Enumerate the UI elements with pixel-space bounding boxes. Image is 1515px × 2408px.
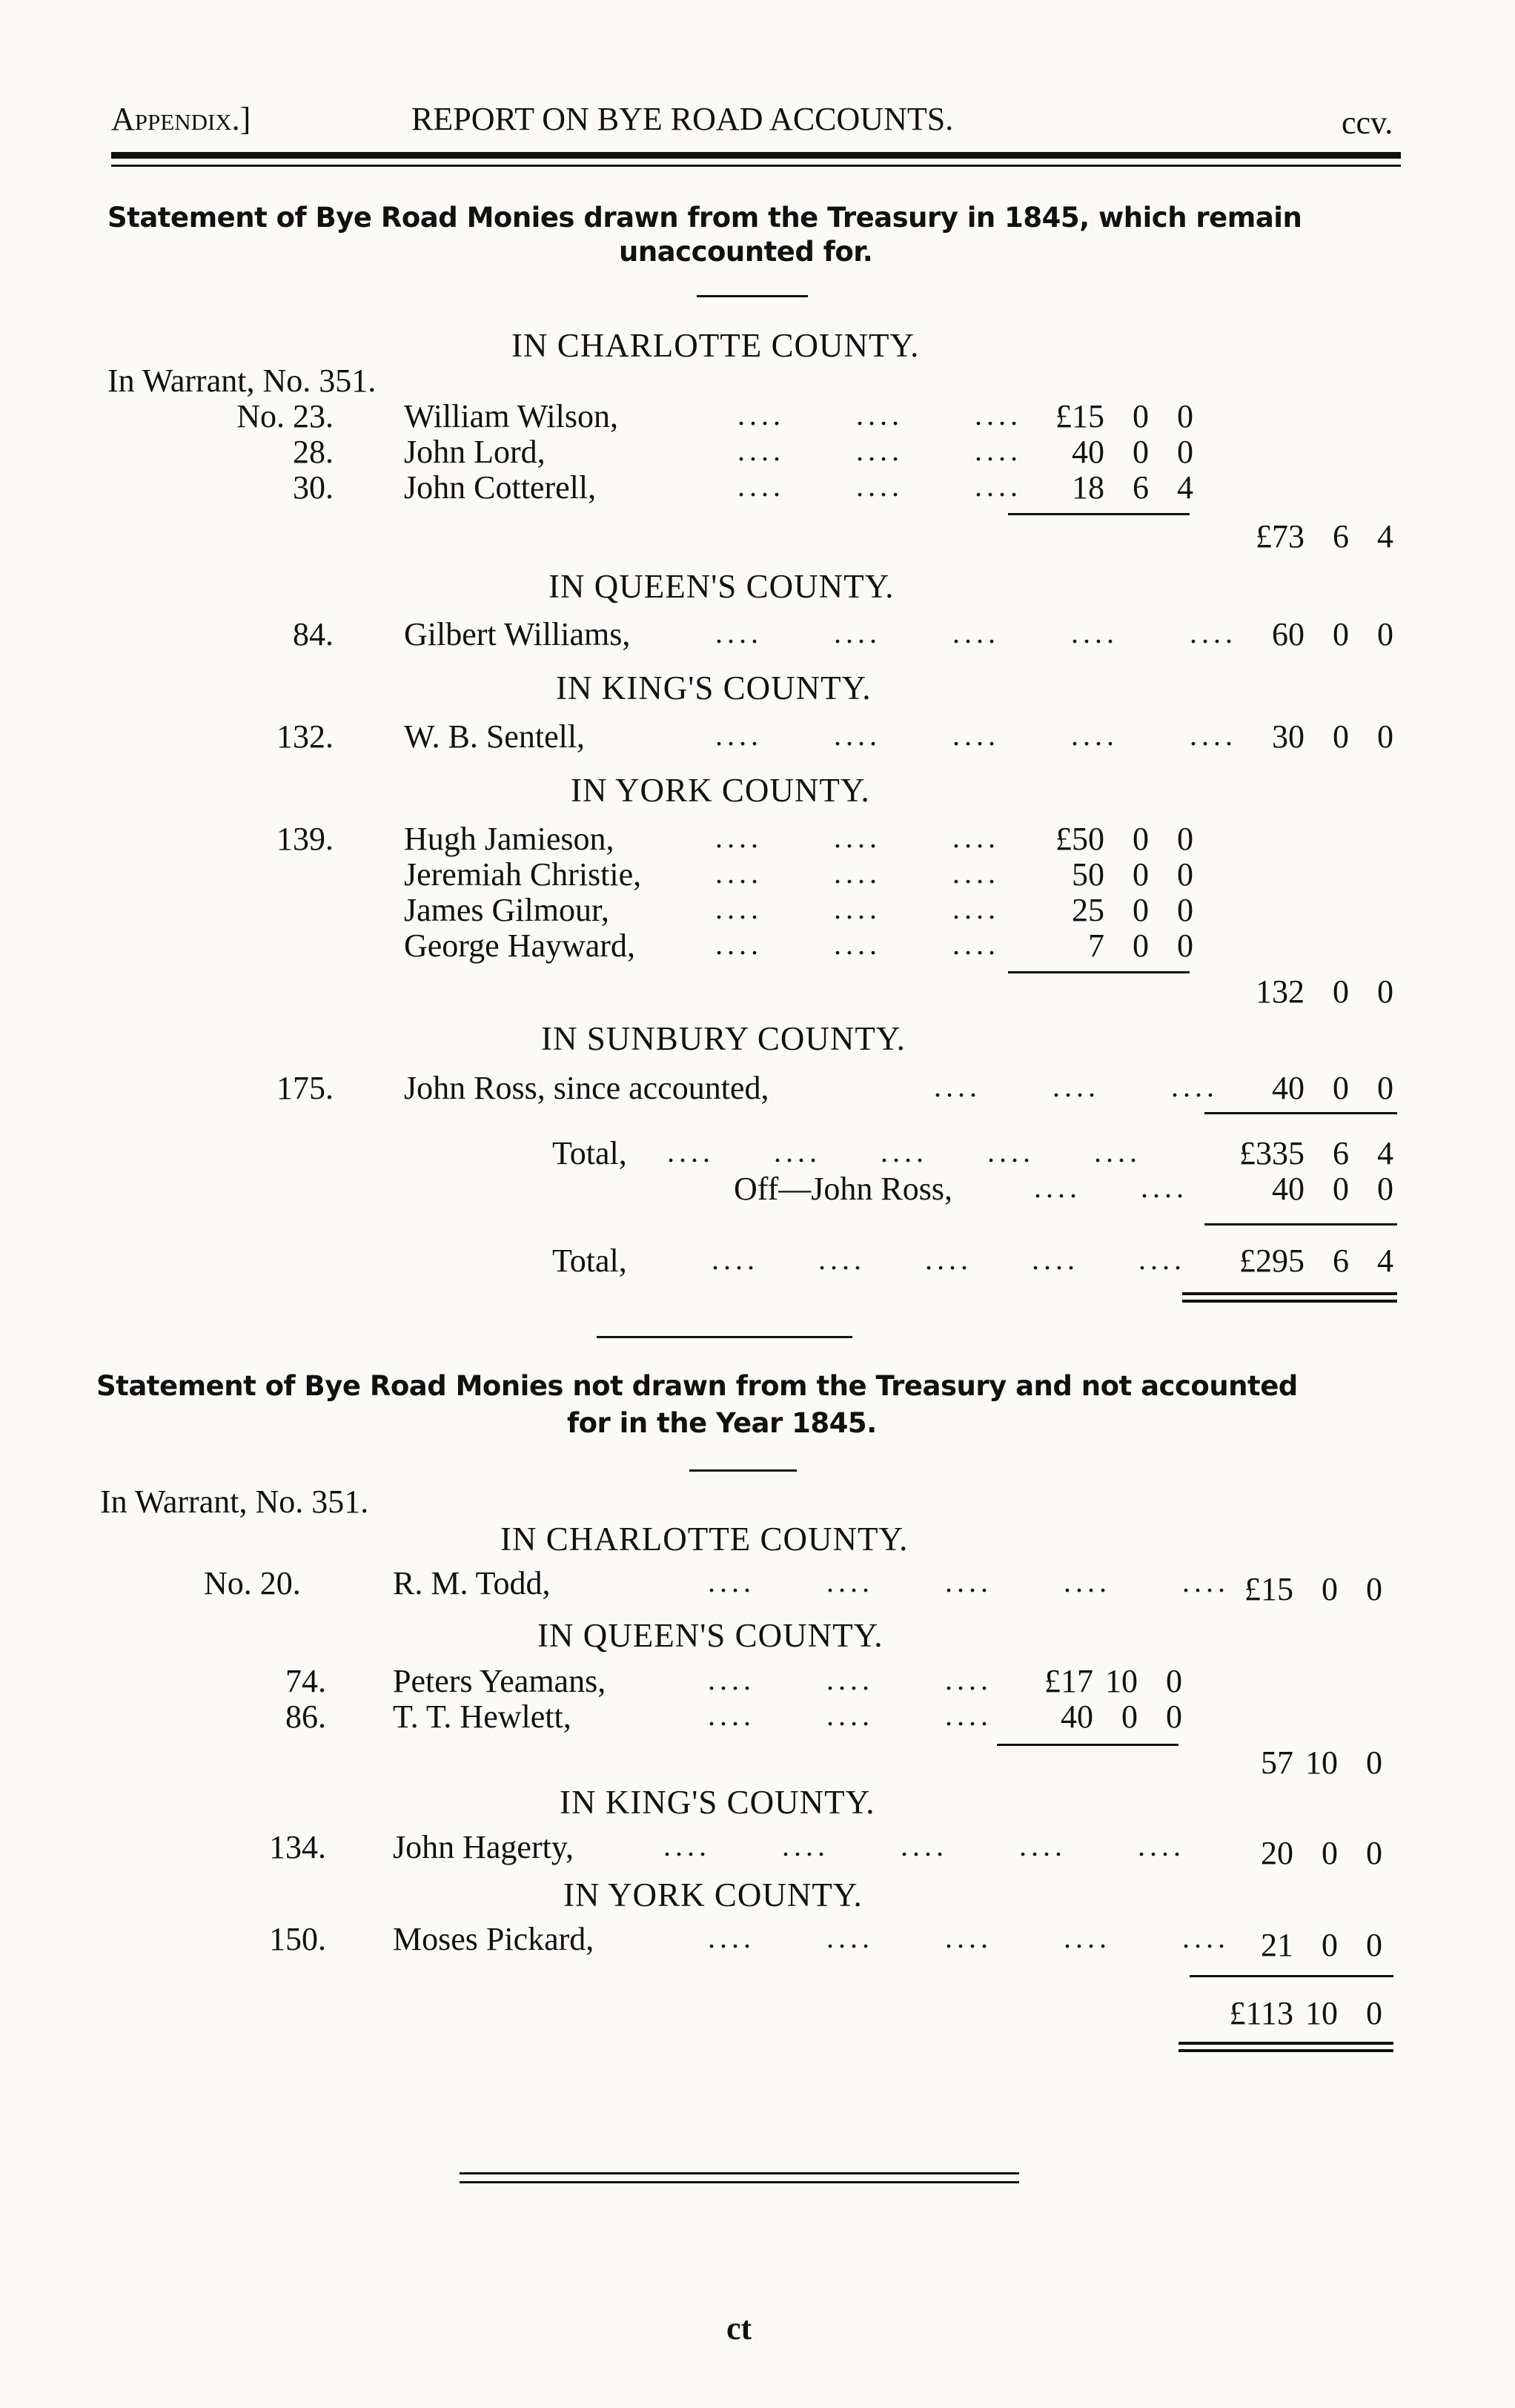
leader-dots: .... .... .... bbox=[708, 1663, 992, 1696]
signature-mark: ct bbox=[726, 2310, 752, 2346]
s1-york-total bbox=[1216, 973, 1393, 1010]
double-rule-bottom bbox=[1178, 2049, 1393, 2052]
s1-york-heading: IN YORK COUNTY. bbox=[571, 772, 870, 809]
s1-kings-heading: IN KING'S COUNTY. bbox=[556, 669, 872, 707]
s2-charlotte-heading: IN CHARLOTTE COUNTY. bbox=[500, 1521, 909, 1558]
pounds: £15 bbox=[1055, 398, 1104, 434]
header-rule-thin bbox=[111, 165, 1401, 167]
pounds: 50 bbox=[1072, 856, 1104, 893]
pounds: 40 bbox=[1072, 434, 1104, 470]
shillings: 0 bbox=[1133, 927, 1149, 964]
pounds: 30 bbox=[1272, 718, 1305, 755]
section2-title-rule bbox=[689, 1469, 797, 1472]
s1-sunbury-heading: IN SUNBURY COUNTY. bbox=[541, 1020, 906, 1057]
pounds: £335 bbox=[1239, 1135, 1305, 1171]
s1-charlotte-heading: IN CHARLOTTE COUNTY. bbox=[511, 327, 920, 364]
s1-queens-name: Gilbert Williams, bbox=[404, 616, 631, 652]
s2-grand-total bbox=[1204, 1994, 1382, 2032]
shillings: 0 bbox=[1133, 434, 1149, 470]
pounds: £15 bbox=[1244, 1571, 1293, 1607]
pence: 0 bbox=[1366, 1927, 1382, 1963]
double-rule-bottom bbox=[1182, 1300, 1397, 1303]
pence: 0 bbox=[1177, 821, 1193, 857]
s2-queens-total bbox=[1204, 1744, 1382, 1782]
leader-dots: .... .... .... .... .... bbox=[667, 1135, 1141, 1168]
pence: 0 bbox=[1177, 856, 1193, 893]
s1-york-no: 139. bbox=[276, 821, 334, 857]
leader-dots: .... .... .... bbox=[715, 892, 1000, 925]
amount-row bbox=[1216, 718, 1393, 755]
s1-ch-name: John Cotterell, bbox=[404, 469, 597, 506]
pounds: £295 bbox=[1239, 1243, 1305, 1279]
s2-charlotte-name: R. M. Todd, bbox=[393, 1565, 551, 1601]
off-label: Off—John Ross, bbox=[734, 1171, 953, 1207]
pence: 0 bbox=[1377, 1171, 1393, 1207]
pence: 0 bbox=[1366, 1744, 1382, 1781]
shillings: 6 bbox=[1133, 469, 1149, 506]
pence: 0 bbox=[1366, 1571, 1382, 1607]
leader-dots: .... .... .... bbox=[715, 856, 1000, 890]
total-label: Total, bbox=[552, 1243, 627, 1279]
total-rule bbox=[1204, 1112, 1397, 1114]
pence: 0 bbox=[1177, 927, 1193, 964]
shillings: 0 bbox=[1121, 1698, 1138, 1735]
amount-row bbox=[1015, 433, 1193, 471]
amount-row bbox=[1015, 469, 1193, 506]
shillings: 0 bbox=[1322, 1571, 1338, 1607]
leader-dots: .... .... .... .... .... bbox=[663, 1829, 1185, 1862]
s1-warrant: In Warrant, No. 351. bbox=[107, 363, 377, 399]
s1-ch-name: William Wilson, bbox=[404, 398, 618, 434]
s2-queens-no: 74. bbox=[285, 1663, 326, 1699]
amount-row bbox=[1015, 820, 1193, 858]
s2-kings-no: 134. bbox=[269, 1829, 326, 1865]
footer-rule-bottom bbox=[460, 2181, 1019, 2183]
shillings: 10 bbox=[1105, 1663, 1138, 1699]
pounds: 21 bbox=[1261, 1927, 1293, 1963]
s2-charlotte-no: No. 20. bbox=[204, 1565, 301, 1601]
leader-dots: .... .... bbox=[1034, 1171, 1188, 1204]
s2-queens-heading: IN QUEEN'S COUNTY. bbox=[537, 1617, 884, 1654]
s1-ch-no: 30. bbox=[293, 469, 334, 506]
leader-dots: .... .... .... bbox=[934, 1070, 1219, 1103]
pence: 0 bbox=[1377, 718, 1393, 755]
shillings: 0 bbox=[1333, 1070, 1349, 1106]
pounds: 57 bbox=[1261, 1744, 1293, 1781]
pounds: 40 bbox=[1061, 1698, 1093, 1735]
section-divider bbox=[597, 1336, 852, 1338]
amount-row bbox=[1015, 397, 1193, 435]
grand-total-amount bbox=[1216, 1242, 1393, 1280]
pounds: 7 bbox=[1088, 927, 1104, 964]
amount-row bbox=[1015, 856, 1193, 893]
pence: 0 bbox=[1177, 434, 1193, 470]
s2-queens-name: T. T. Hewlett, bbox=[393, 1698, 571, 1735]
shillings: 0 bbox=[1322, 1927, 1338, 1963]
s2-queens-name: Peters Yeamans, bbox=[393, 1663, 606, 1699]
leader-dots: .... .... .... .... .... bbox=[715, 718, 1237, 752]
leader-dots: .... .... .... bbox=[737, 469, 1022, 503]
s1-ch-name: John Lord, bbox=[404, 434, 546, 470]
pence: 4 bbox=[1177, 469, 1193, 506]
section1-title-line2: unaccounted for. bbox=[619, 236, 873, 268]
footer-rule-top bbox=[460, 2172, 1019, 2174]
shillings: 6 bbox=[1333, 1243, 1349, 1279]
pence: 0 bbox=[1166, 1698, 1182, 1735]
pence: 0 bbox=[1377, 1070, 1393, 1106]
s1-charlotte-total bbox=[1216, 517, 1393, 555]
total-rule bbox=[1190, 1975, 1393, 1977]
pence: 0 bbox=[1377, 616, 1393, 652]
amount-row bbox=[1216, 615, 1393, 653]
pounds: 60 bbox=[1272, 616, 1305, 652]
pence: 0 bbox=[1177, 398, 1193, 434]
shillings: 0 bbox=[1133, 398, 1149, 434]
shillings: 0 bbox=[1133, 856, 1149, 893]
leader-dots: .... .... .... .... .... bbox=[708, 1565, 1230, 1598]
s1-york-name: George Hayward, bbox=[404, 927, 635, 964]
leader-dots: .... .... .... bbox=[715, 821, 1000, 854]
section1-title-line1: Statement of Bye Road Monies drawn from the Treasury in 1845, which remain bbox=[107, 202, 1302, 234]
pounds: 40 bbox=[1272, 1171, 1305, 1207]
s1-york-name: Jeremiah Christie, bbox=[404, 856, 642, 893]
s1-sunbury-no: 175. bbox=[276, 1070, 334, 1106]
leader-dots: .... .... .... .... .... bbox=[712, 1243, 1186, 1276]
shillings: 6 bbox=[1333, 1135, 1349, 1171]
shillings: 10 bbox=[1305, 1744, 1338, 1781]
amount-row bbox=[1004, 1662, 1182, 1700]
shillings: 6 bbox=[1333, 518, 1349, 555]
shillings: 10 bbox=[1305, 1995, 1338, 2031]
total-rule bbox=[1204, 1223, 1397, 1226]
pounds: 40 bbox=[1272, 1070, 1305, 1106]
pounds: £50 bbox=[1055, 821, 1104, 857]
leader-dots: .... .... .... .... .... bbox=[715, 616, 1237, 649]
pence: 4 bbox=[1377, 1243, 1393, 1279]
subtotal-rule bbox=[997, 1744, 1178, 1746]
pounds: 132 bbox=[1256, 973, 1305, 1010]
pounds: 20 bbox=[1261, 1835, 1293, 1871]
s2-york-heading: IN YORK COUNTY. bbox=[563, 1876, 863, 1914]
s2-queens-no: 86. bbox=[285, 1698, 326, 1735]
s2-york-no: 150. bbox=[269, 1921, 326, 1957]
section1-title-rule bbox=[697, 295, 808, 297]
pence: 0 bbox=[1166, 1663, 1182, 1699]
pence: 4 bbox=[1377, 1135, 1393, 1171]
amount-row bbox=[1015, 891, 1193, 929]
s2-york-name: Moses Pickard, bbox=[393, 1921, 594, 1957]
leader-dots: .... .... .... .... .... bbox=[708, 1921, 1230, 1954]
s1-sunbury-name: John Ross, since accounted, bbox=[404, 1070, 769, 1106]
shillings: 0 bbox=[1333, 1171, 1349, 1207]
amount-row bbox=[1204, 1834, 1382, 1872]
pence: 0 bbox=[1366, 1835, 1382, 1871]
s1-york-name: James Gilmour, bbox=[404, 892, 609, 928]
shillings: 0 bbox=[1322, 1835, 1338, 1871]
pounds: £17 bbox=[1044, 1663, 1093, 1699]
double-rule-top bbox=[1178, 2042, 1393, 2045]
s1-queens-no: 84. bbox=[293, 616, 334, 652]
shillings: 0 bbox=[1333, 718, 1349, 755]
pounds: £113 bbox=[1229, 1995, 1293, 2031]
subtotal-rule bbox=[1008, 513, 1190, 515]
page-title: REPORT ON BYE ROAD ACCOUNTS. bbox=[411, 101, 954, 137]
leader-dots: .... .... .... bbox=[715, 927, 1000, 961]
s2-kings-name: John Hagerty, bbox=[393, 1829, 574, 1865]
header-rule-thick bbox=[111, 152, 1401, 159]
double-rule-top bbox=[1182, 1292, 1397, 1295]
pence: 0 bbox=[1377, 973, 1393, 1010]
amount-row bbox=[1216, 1069, 1393, 1107]
amount-row bbox=[1015, 927, 1193, 965]
amount-row bbox=[1004, 1698, 1182, 1736]
pounds: £73 bbox=[1256, 518, 1305, 555]
leader-dots: .... .... .... bbox=[708, 1698, 992, 1732]
s1-ch-no: No. 23. bbox=[236, 398, 334, 434]
shillings: 0 bbox=[1133, 892, 1149, 928]
subtotal-rule bbox=[1008, 971, 1190, 973]
section2-title-line1: Statement of Bye Road Monies not drawn from the Treasury and not accounted bbox=[96, 1370, 1298, 1402]
leader-dots: .... .... .... bbox=[737, 398, 1022, 431]
page-number: ccv. bbox=[1342, 105, 1393, 141]
pence: 0 bbox=[1177, 892, 1193, 928]
leader-dots: .... .... .... bbox=[737, 434, 1022, 467]
appendix-label: Appendix.] bbox=[111, 101, 251, 137]
amount-row bbox=[1204, 1926, 1382, 1964]
amount-row bbox=[1204, 1570, 1382, 1608]
total-label: Total, bbox=[552, 1135, 627, 1171]
s1-queens-heading: IN QUEEN'S COUNTY. bbox=[548, 568, 895, 605]
s1-york-name: Hugh Jamieson, bbox=[404, 821, 614, 857]
total-amount bbox=[1216, 1134, 1393, 1172]
s2-warrant: In Warrant, No. 351. bbox=[100, 1484, 369, 1520]
section2-title-line2: for in the Year 1845. bbox=[567, 1407, 877, 1439]
pence: 0 bbox=[1366, 1995, 1382, 2031]
shillings: 0 bbox=[1333, 616, 1349, 652]
pounds: 18 bbox=[1072, 469, 1104, 506]
shillings: 0 bbox=[1133, 821, 1149, 857]
shillings: 0 bbox=[1333, 973, 1349, 1010]
pence: 4 bbox=[1377, 518, 1393, 555]
pounds: 25 bbox=[1072, 892, 1104, 928]
s1-ch-no: 28. bbox=[293, 434, 334, 470]
s2-kings-heading: IN KING'S COUNTY. bbox=[560, 1784, 875, 1821]
s1-kings-name: W. B. Sentell, bbox=[404, 718, 586, 755]
off-amount bbox=[1216, 1170, 1393, 1208]
s1-kings-no: 132. bbox=[276, 718, 334, 755]
